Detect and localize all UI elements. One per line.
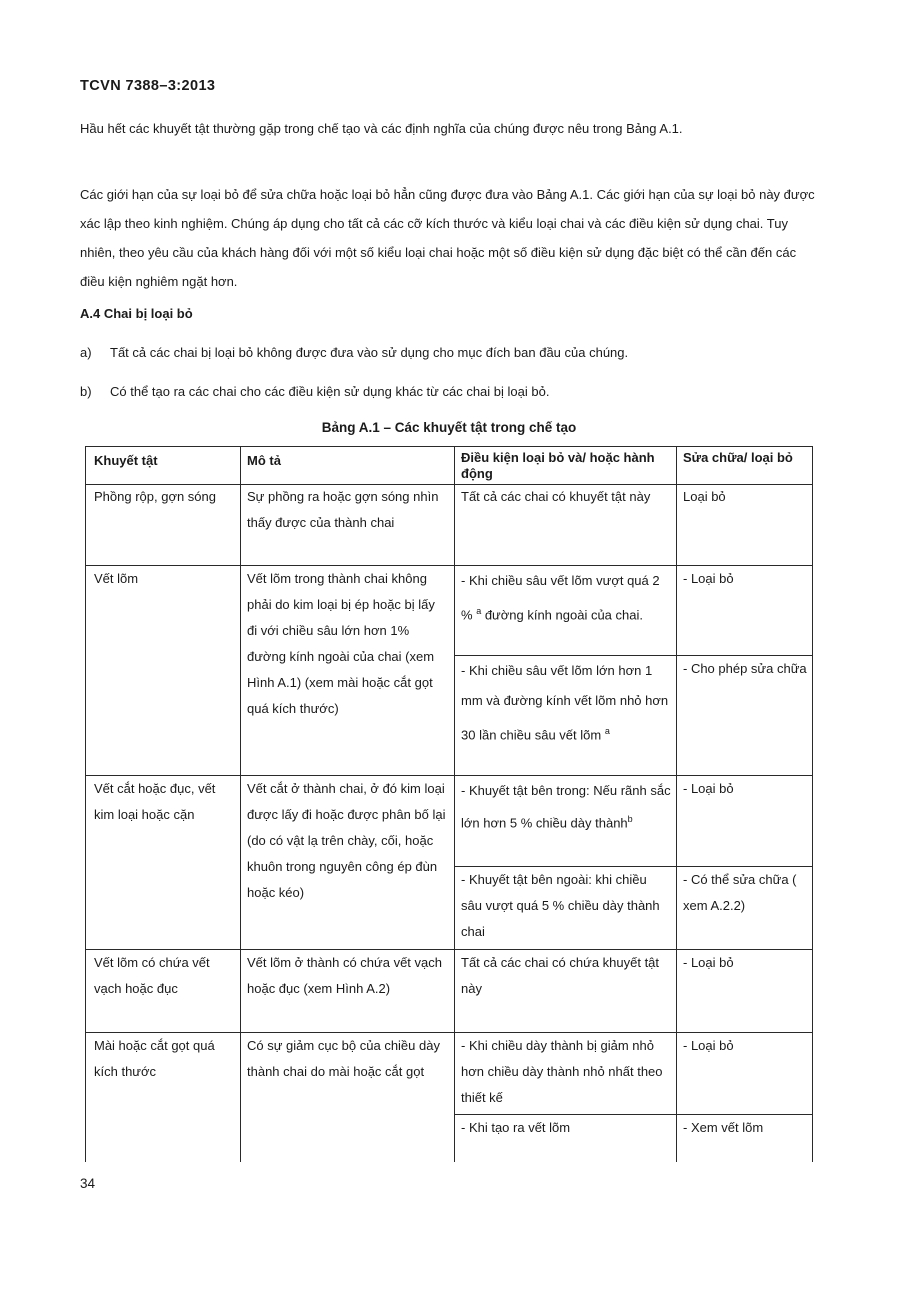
reject-condition: Tất cả các chai có khuyết tật này <box>461 489 651 504</box>
defect-description: Vết lõm ở thành có chứa vết vạch hoặc đục (xem Hình A.2) <box>247 955 442 996</box>
table-border <box>85 446 86 1162</box>
list-item <box>80 382 820 402</box>
repair-action: - Loại bỏ <box>683 955 734 970</box>
header-condition: Điều kiện loại bỏ và/ hoặc hành động <box>461 450 655 481</box>
table-border <box>812 446 813 1162</box>
condition-text: - Khi chiều sâu vết lõm lớn hơn 1 mm và đường kính vết lõm nhỏ hơn 30 lần chiều sâu vết lõm <box>461 663 669 743</box>
defect-description: Sự phồng ra hoặc gợn sóng nhìn thấy được của thành chai <box>247 489 439 530</box>
table-border <box>85 446 813 447</box>
column-divider <box>454 446 455 1162</box>
document-code: TCVN 7388–3:2013 <box>80 78 216 94</box>
defect-name: Vết lõm có chứa vết vạch hoặc đục <box>94 955 210 996</box>
header-description: Mô tả <box>247 453 281 468</box>
defect-description: Vết lõm trong thành chai không phải do kim loại bị ép hoặc bị lấy đi với chiều sâu lớn hơn 1% đường kính ngoài của chai (xem Hình A.1) (xem mài hoặc cắt gọt quá kích thước) <box>247 571 435 716</box>
list-marker: b) <box>80 384 92 399</box>
column-divider <box>676 446 677 1162</box>
header-action: Sửa chữa/ loại bỏ <box>683 450 793 465</box>
reject-condition <box>461 566 671 630</box>
repair-action: - Loại bỏ <box>683 571 734 586</box>
footnote-marker: b <box>627 814 633 824</box>
defect-description: Vết cắt ở thành chai, ở đó kim loại được lấy đi hoặc được phân bố lại (do có vật lạ trên chày, cối, hoặc khuôn trong nguyên công ép đùn hoặc kéo) <box>247 781 446 900</box>
repair-action: - Xem vết lõm <box>683 1120 764 1135</box>
repair-action: - Loại bỏ <box>683 1038 734 1053</box>
reject-condition: - Khuyết tật bên ngoài: khi chiều sâu vượt quá 5 % chiều dày thành chai <box>461 872 660 939</box>
repair-action: - Cho phép sửa chữa <box>683 661 807 676</box>
defect-name: Phồng rộp, gợn sóng <box>94 489 217 504</box>
reject-condition <box>461 656 671 750</box>
section-heading: A.4 Chai bị loại bỏ <box>80 306 193 321</box>
defect-name: Vết lõm <box>94 571 139 586</box>
list-marker: a) <box>80 345 92 360</box>
intro-paragraph: Hầu hết các khuyết tật thường gặp trong chế tạo và các định nghĩa của chúng được nêu trong Bảng A.1. <box>80 121 683 136</box>
repair-action: - Có thể sửa chữa ( xem A.2.2) <box>683 872 797 913</box>
column-divider <box>240 446 241 1162</box>
page-number: 34 <box>80 1176 96 1191</box>
repair-action: - Loại bỏ <box>683 781 734 796</box>
defect-description: Có sự giảm cục bộ của chiều dày thành chai do mài hoặc cắt gọt <box>247 1038 440 1079</box>
defect-name: Vết cắt hoặc đục, vết kim loại hoặc cặn <box>94 781 216 822</box>
list-text: Có thể tạo ra các chai cho các điều kiện sử dụng khác từ các chai bị loại bỏ. <box>110 384 550 399</box>
defects-table <box>85 446 813 1162</box>
footnote-marker: a <box>476 606 482 616</box>
condition-text: - Khuyết tật bên trong: Nếu rãnh sắc lớn hơn 5 % chiều dày thành <box>461 783 671 831</box>
defect-name: Mài hoặc cắt gọt quá kích thước <box>94 1038 215 1079</box>
list-text: Tất cả các chai bị loại bỏ không được đưa vào sử dụng cho mục đích ban đầu của chúng. <box>110 345 629 360</box>
repair-action: Loại bỏ <box>683 489 726 504</box>
list-item <box>80 343 820 363</box>
condition-text: đường kính ngoài của chai. <box>481 607 643 623</box>
reject-condition: Tất cả các chai có chứa khuyết tật này <box>461 955 660 996</box>
reject-condition: - Khi tạo ra vết lõm <box>461 1120 571 1135</box>
footnote-marker: a <box>604 726 610 736</box>
reject-condition: - Khi chiều dày thành bị giảm nhỏ hơn chiều dày thành nhỏ nhất theo thiết kế <box>461 1038 663 1105</box>
reject-condition <box>461 776 671 837</box>
table-caption: Bảng A.1 – Các khuyết tật trong chế tạo <box>321 420 577 435</box>
header-defect: Khuyết tật <box>94 453 158 468</box>
condition-text: - Khi chiều sâu vết lõm vượt quá 2 % <box>461 573 660 623</box>
limits-paragraph: Các giới hạn của sự loại bỏ để sửa chữa hoặc loại bỏ hẳn cũng được đưa vào Bảng A.1. Các giới hạn của sự loại bỏ này được xác lập theo kinh nghiệm. Chúng áp dụng cho tất cả các cỡ kích thước và kiểu loại chai và các điều kiện sử dụng chai. Tuy nhiên, theo yêu cầu của khách hàng đối với một số kiểu loại chai hoặc một số điều kiện sử dụng đặc biệt có thể cần đến các điều kiện nghiêm ngặt hơn. <box>80 187 815 289</box>
